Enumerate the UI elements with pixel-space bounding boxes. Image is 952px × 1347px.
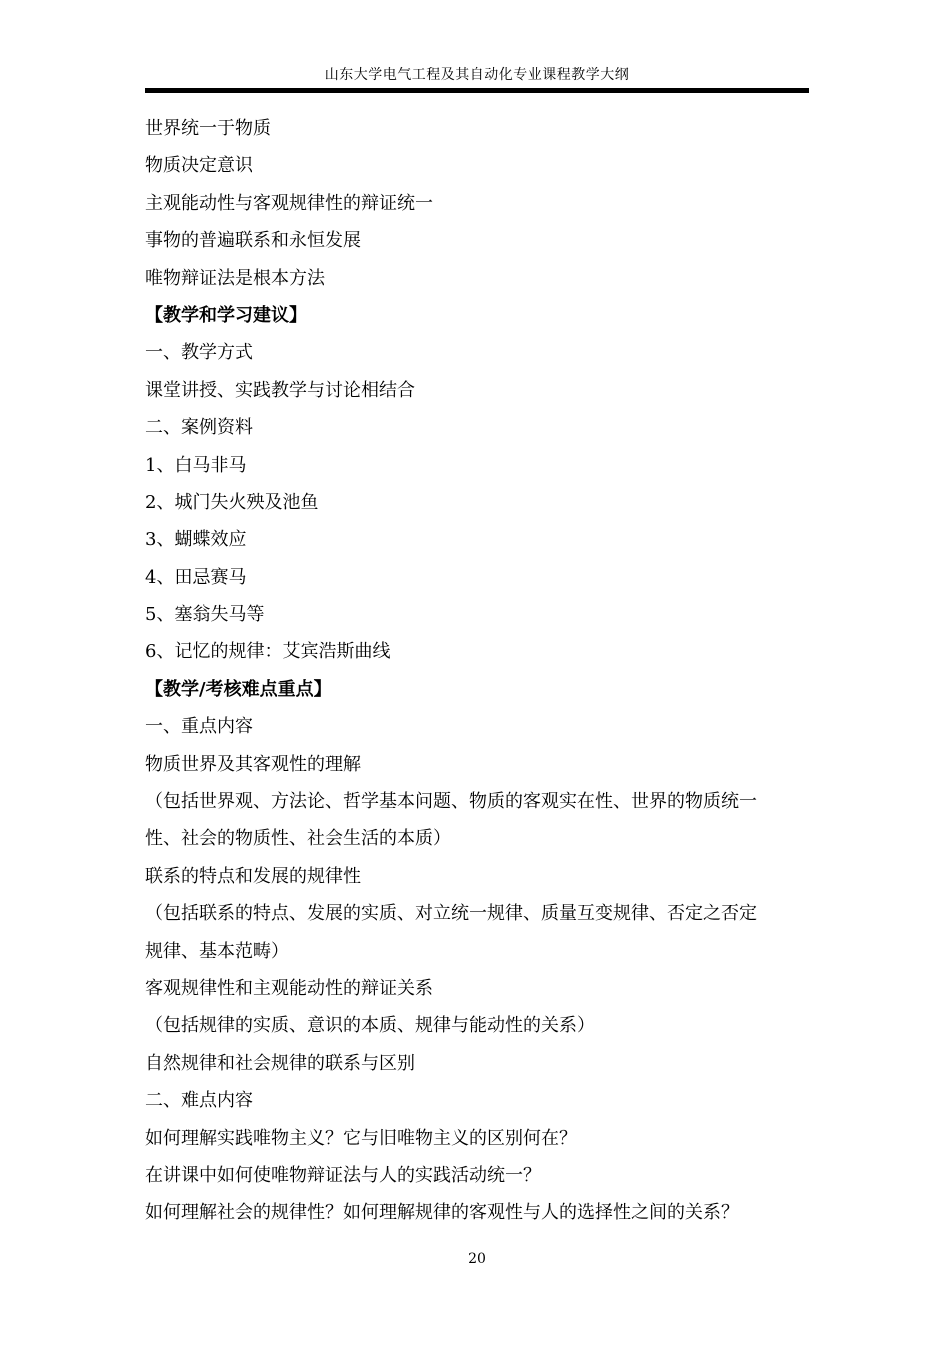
text-line: （包括联系的特点、发展的实质、对立统一规律、质量互变规律、否定之否定 (145, 903, 757, 925)
text-line: 物质世界及其客观性的理解 (145, 753, 361, 775)
text-line: 二、难点内容 (145, 1090, 253, 1112)
text-line: 课堂讲授、实践教学与讨论相结合 (145, 379, 415, 401)
text-line: 物质决定意识 (145, 155, 253, 177)
text-line: 自然规律和社会规律的联系与区别 (145, 1052, 415, 1074)
list-item: 3、蝴蝶效应 (145, 529, 247, 551)
text-line: 唯物辩证法是根本方法 (145, 267, 325, 289)
text-line: 二、案例资料 (145, 417, 253, 439)
document-body (145, 110, 809, 1232)
text-line: （包括世界观、方法论、哲学基本问题、物质的客观实在性、世界的物质统一 (145, 791, 757, 813)
page-number: 20 (468, 1251, 486, 1267)
text-line: 联系的特点和发展的规律性 (145, 865, 361, 887)
list-item: 4、田忌赛马 (145, 566, 247, 588)
text-line: 规律、基本范畴） (145, 940, 289, 962)
list-item: 2、城门失火殃及池鱼 (145, 491, 319, 513)
text-line: 一、重点内容 (145, 716, 253, 738)
text-line: 如何理解社会的规律性？如何理解规律的客观性与人的选择性之间的关系？ (145, 1202, 739, 1224)
list-item: 6、记忆的规律：艾宾浩斯曲线 (145, 641, 391, 663)
text-line: 一、教学方式 (145, 342, 253, 364)
text-line: 在讲课中如何使唯物辩证法与人的实践活动统一？ (145, 1164, 541, 1186)
section-heading: 【教学和学习建议】 (145, 304, 307, 326)
text-line: 主观能动性与客观规律性的辩证统一 (145, 192, 433, 214)
header-divider (145, 88, 809, 93)
text-line: 事物的普遍联系和永恒发展 (145, 230, 361, 252)
text-line: 性、社会的物质性、社会生活的本质） (145, 828, 451, 850)
text-line: 世界统一于物质 (145, 118, 271, 139)
text-line: （包括规律的实质、意识的本质、规律与能动性的关系） (145, 1015, 595, 1037)
section-heading: 【教学/考核难点重点】 (145, 678, 332, 700)
text-line: 如何理解实践唯物主义？它与旧唯物主义的区别何在？ (145, 1127, 577, 1149)
list-item: 5、塞翁失马等 (145, 604, 265, 626)
text-line: 客观规律性和主观能动性的辩证关系 (145, 977, 433, 999)
list-item: 1、白马非马 (145, 454, 247, 476)
header-title: 山东大学电气工程及其自动化专业课程教学大纲 (324, 67, 630, 83)
